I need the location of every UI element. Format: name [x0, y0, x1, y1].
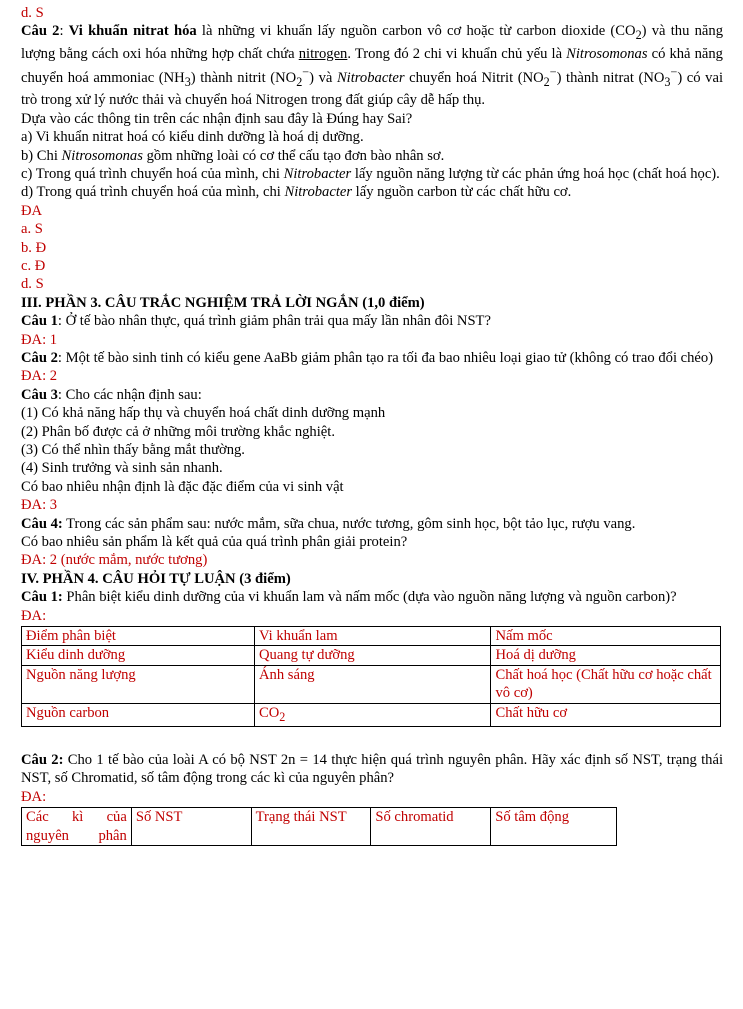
s3-answer-1: ĐA: 1 [21, 331, 58, 348]
s3-answer-3: ĐA: 3 [21, 497, 58, 514]
section-3-heading: III. PHẦN 3. CÂU TRẮC NGHIỆM TRẢ LỜI NGẮN (1,0 điểm) [21, 294, 425, 311]
s4-answer-1-label: ĐA: [21, 607, 47, 624]
s3-question-3: Câu 3: Cho các nhận định sau: [21, 386, 202, 403]
table-cell: Quang tự dưỡng [255, 646, 491, 665]
s3-q3-item-3: (3) Có thể nhìn thấy bằng mắt thường. [21, 442, 245, 459]
table-cell: Chất hoá học (Chất hữu cơ hoặc chất vô cơ) [491, 665, 721, 703]
s4-answer-2-label: ĐA: [21, 788, 47, 805]
bold-term: Vi khuẩn nitrat hóa [68, 23, 197, 40]
statement-c: c) Trong quá trình chuyển hoá của mình, chi Nitrobacter lấy nguồn năng lượng từ các phản ứng hoá học (chất hoá học). [21, 165, 720, 182]
nitrogen-link[interactable]: nitrogen [298, 45, 348, 62]
table-cell: Nguồn năng lượng [22, 665, 255, 703]
s3-q3-item-2: (2) Phân bố được cả ở những môi trường khắc nghiệt. [21, 423, 335, 440]
table-cell: $CO_2$ [255, 703, 491, 726]
statement-d: d) Trong quá trình chuyển hoá của mình, chi Nitrobacter lấy nguồn carbon từ các chất hữu cơ. [21, 184, 572, 201]
table-header-row [22, 808, 617, 846]
table-cell: Nấm mốc [491, 627, 721, 646]
table-header-row [22, 627, 721, 646]
table-cell: Vi khuẩn lam [255, 627, 491, 646]
answer-c: c. Đ [21, 257, 46, 274]
table-row [22, 646, 721, 665]
question-label: Câu 2 [21, 23, 60, 40]
s3-q3-item-4: (4) Sinh trưởng và sinh sản nhanh. [21, 460, 223, 477]
instruction-text: Dựa vào các thông tin trên các nhận định sau đây là Đúng hay Sai? [21, 110, 413, 127]
answer-a: a. S [21, 221, 43, 238]
table-cell: Số chromatid [371, 808, 491, 846]
s3-q3-item-1: (1) Có khả năng hấp thụ và chuyển hoá chất dinh dưỡng mạnh [21, 405, 386, 422]
s3-q3-question: Có bao nhiêu nhận định là đặc đặc điểm của vi sinh vật [21, 478, 344, 495]
s3-q4-question: Có bao nhiêu sản phẩm là kết quả của quá trình phân giải protein? [21, 534, 408, 551]
table-cell: Kiểu dinh dưỡng [22, 646, 255, 665]
table-cell: Hoá dị dưỡng [491, 646, 721, 665]
table-row [22, 665, 721, 703]
table-cell: Số NST [131, 808, 251, 846]
nutrition-comparison-table [21, 626, 721, 727]
answer-label: ĐA [21, 202, 43, 219]
s3-question-2: Câu 2: Một tế bào sinh tinh có kiểu gene AaBb giảm phân tạo ra tối đa bao nhiêu loại giao tử (không có trao đổi chéo) [21, 349, 714, 366]
table-cell: Chất hữu cơ [491, 703, 721, 726]
s3-answer-2: ĐA: 2 [21, 368, 58, 385]
table-cell: Trạng thái NST [251, 808, 371, 846]
table-row [22, 703, 721, 726]
s3-question-1: Câu 1: Ở tế bào nhân thực, quá trình giảm phân trải qua mấy lần nhân đôi NST? [21, 313, 491, 330]
s3-question-4: Câu 4: Trong các sản phẩm sau: nước mắm, sữa chua, nước tương, gôm sinh học, bột tảo lục, rượu vang. [21, 515, 636, 532]
s3-answer-4: ĐA: 2 (nước mắm, nước tương) [21, 552, 208, 569]
previous-answer-d: d. S [21, 5, 44, 21]
table-cell: Điểm phân biệt [22, 627, 255, 646]
table-cell: Nguồn carbon [22, 703, 255, 726]
statement-a: a) Vi khuẩn nitrat hoá có kiểu dinh dưỡng là hoá dị dưỡng. [21, 129, 364, 146]
section-4-heading: IV. PHẦN 4. CÂU HỎI TỰ LUẬN (3 điểm) [21, 570, 291, 587]
answer-b: b. Đ [21, 239, 47, 256]
statement-b: b) Chi Nitrosomonas gồm những loài có cơ thể cấu tạo đơn bào nhân sơ. [21, 147, 445, 164]
mitosis-table [21, 807, 617, 846]
s4-question-2: Câu 2: Cho 1 tế bào của loài A có bộ NST 2n = 14 thực hiện quá trình nguyên phân. Hãy xác định số NST, trạng thái NST, số Chromatid, số tâm động trong các kì của nguyên phân? [21, 752, 723, 787]
table-cell: Ánh sáng [255, 665, 491, 703]
s4-question-1: Câu 1: Phân biệt kiểu dinh dưỡng của vi khuẩn lam và nấm mốc (dựa vào nguồn năng lượng và nguồn carbon)? [21, 589, 677, 606]
answer-d: d. S [21, 276, 44, 293]
table-cell: Các kì của nguyên phân [22, 808, 132, 846]
question-2-paragraph: Câu 2: Vi khuẩn nitrat hóa là những vi khuẩn lấy nguồn carbon vô cơ hoặc từ carbon dioxide $(CO_2)$ và thu năng lượng bằng cách oxi hóa những hợp chất chứa nitrogen. Trong đó 2 chi vi khuẩn chủ yếu là Nitrosomonas có khả năng chuyển hoá ammoniac $(NH_3)$ thành nitrit $(NO_2^-)$ và Nitrobacter chuyển hoá Nitrit $(NO_2^-)$ thành nitrat $(NO_3^-)$ có vai trò trong xử lý nước thải và chuyển hoá Nitrogen trong đất giúp cây dễ hấp thụ. [21, 23, 724, 109]
table-cell: Số tâm động [491, 808, 617, 846]
